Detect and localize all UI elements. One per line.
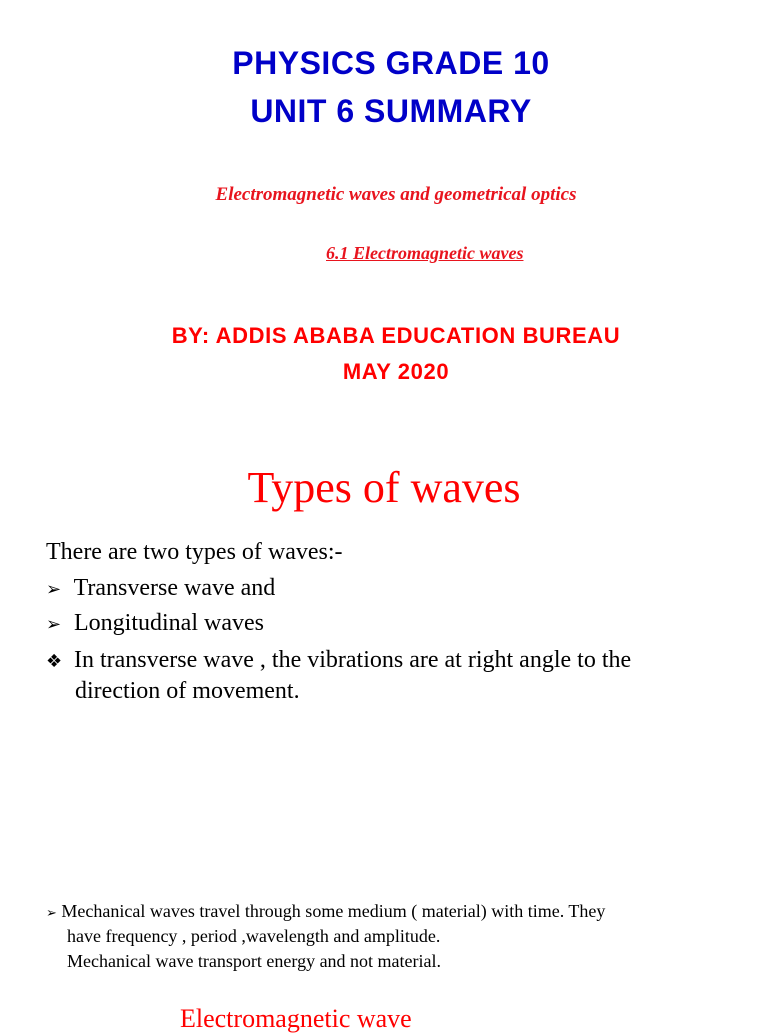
next-slide-heading: Electromagnetic wave bbox=[180, 1004, 412, 1033]
slide-heading: Types of waves bbox=[247, 463, 521, 512]
mechanical-line-3: Mechanical wave transport energy and not material. bbox=[67, 951, 442, 971]
byline-date: MAY 2020 bbox=[342, 359, 450, 384]
arrow-bullet-icon: ➢ bbox=[46, 579, 62, 600]
intro-text: There are two types of waves:- bbox=[46, 539, 343, 565]
list-item-text: Longitudinal waves bbox=[74, 610, 264, 636]
title-line-1: PHYSICS GRADE 10 bbox=[232, 45, 550, 81]
section-link[interactable]: 6.1 Electromagnetic waves bbox=[326, 243, 524, 263]
note-text-line-2: direction of movement. bbox=[75, 678, 300, 704]
list-item bbox=[46, 572, 275, 606]
byline-author: BY: ADDIS ABABA EDUCATION BUREAU bbox=[171, 323, 621, 348]
title-line-2: UNIT 6 SUMMARY bbox=[250, 93, 532, 129]
list-item-text: Transverse wave and bbox=[73, 575, 276, 601]
diamond-bullet-icon: ❖ bbox=[46, 651, 63, 672]
arrow-bullet-icon: ➢ bbox=[46, 906, 57, 921]
subtitle: Electromagnetic waves and geometrical optics bbox=[215, 184, 577, 205]
mechanical-line-1: ➢ Mechanical waves travel through some medium ( material) with time. They bbox=[46, 901, 606, 921]
mechanical-line-2: have frequency , period ,wavelength and amplitude. bbox=[67, 926, 441, 946]
arrow-bullet-icon: ➢ bbox=[46, 614, 62, 635]
note-item bbox=[46, 644, 631, 678]
note-text-line-1: In transverse wave , the vibrations are at right angle to the bbox=[74, 647, 632, 673]
list-item bbox=[46, 607, 264, 641]
